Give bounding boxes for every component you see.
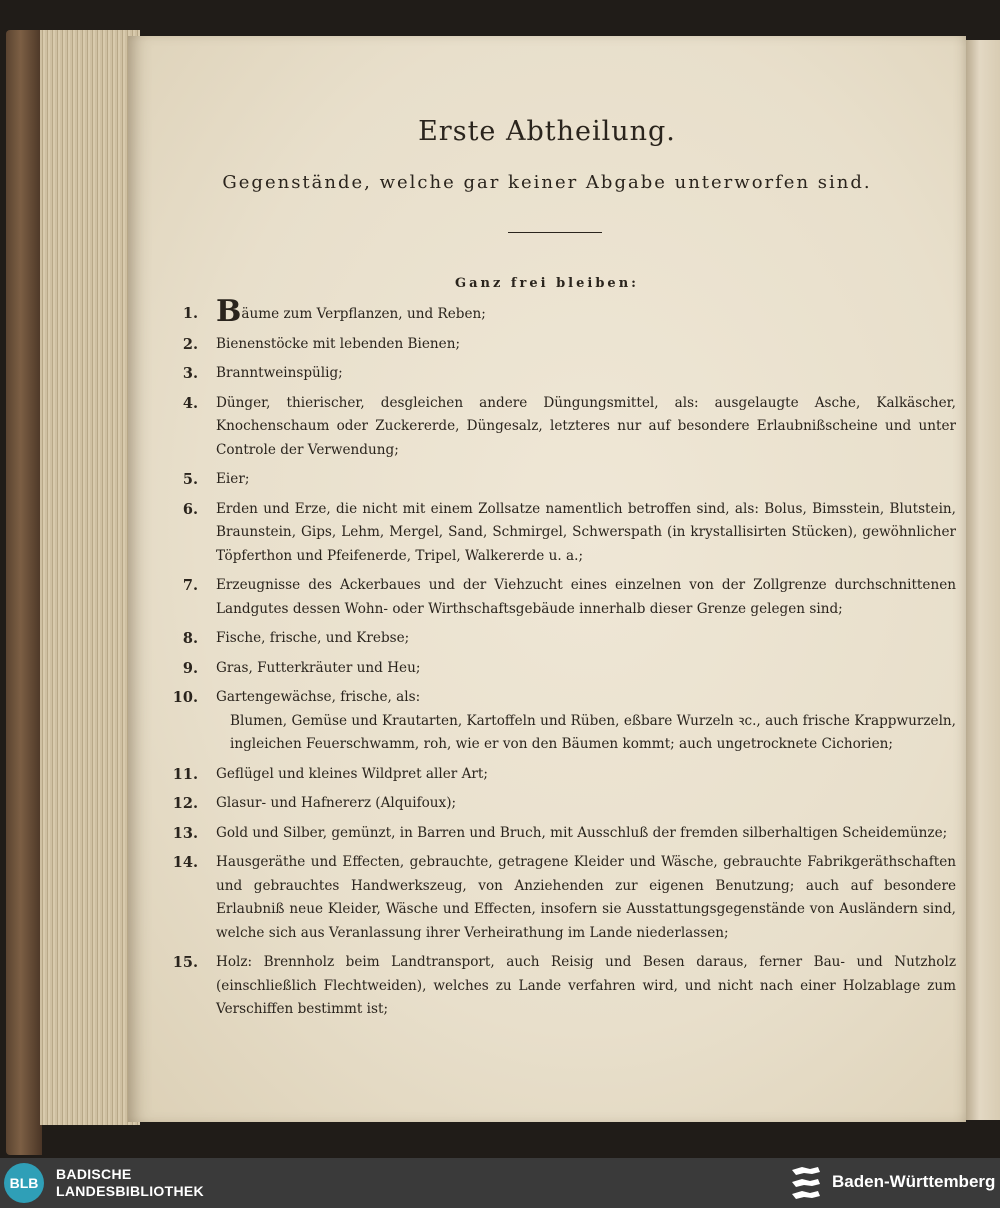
list-item — [148, 468, 956, 492]
footer-bar — [0, 1158, 1000, 1208]
item-text — [216, 333, 956, 357]
item-text-body: Geflügel und kleines Wildpret aller Art; — [216, 765, 488, 782]
item-text — [216, 792, 956, 816]
list-item — [148, 686, 956, 757]
blb-name-line1: BADISCHE — [56, 1166, 132, 1182]
list-item — [148, 851, 956, 945]
blb-logo-icon[interactable]: BLB — [4, 1163, 44, 1203]
item-number: 8. — [182, 630, 198, 647]
item-text — [216, 468, 956, 492]
item-text — [216, 686, 956, 757]
item-text-body: Erzeugnisse des Ackerbaues und der Viehzucht eines einzelnen von der Zollgrenze durchschnittenen Landgutes dessen Wohn- oder Wirthschaftsgebäude innerhalb dieser Grenze gelegen sind; — [216, 577, 956, 617]
item-text-body: Holz: Brennholz beim Landtransport, auch Reisig und Besen daraus, ferner Bau- und Nutzholz (einschließlich Flechtweiden), welches zu Lande verfahren wird, und nicht nach einer Holzablage zum Verschiffen bestimmt ist; — [216, 954, 956, 1017]
bw-lions-icon[interactable] — [788, 1164, 824, 1202]
item-text-body: Dünger, thierischer, desgleichen andere Düngungsmittel, als: ausgelaugte Asche, Kalkäscher, Knochenschaum oder Zuckererde, Düngesalz, letzteres nur auf besondere Erlaubnißscheine und unter Controle der Verwendung; — [216, 394, 956, 458]
item-text — [216, 362, 956, 386]
item-number: 3. — [182, 365, 198, 382]
item-number: 12. — [172, 795, 198, 812]
item-text-body: Gold und Silber, gemünzt, in Barren und Bruch, mit Ausschluß der fremden silberhaltigen Scheidemünze; — [216, 824, 948, 841]
book-page — [128, 36, 966, 1122]
item-text — [216, 851, 956, 945]
item-text — [216, 657, 956, 681]
item-text-body: Glasur- und Hafnererz (Alquifoux); — [216, 795, 457, 811]
item-number: 15. — [172, 954, 198, 971]
list-item — [148, 951, 956, 1022]
divider-rule — [508, 232, 602, 233]
item-text-body: Gras, Futterkräuter und Heu; — [216, 659, 421, 676]
book-cover-edge — [6, 30, 42, 1155]
item-number: 5. — [182, 471, 198, 488]
item-number: 11. — [172, 765, 198, 783]
item-number: 14. — [172, 854, 198, 871]
item-text-body: Gartengewächse, frische, als: — [216, 689, 421, 705]
list-item — [148, 392, 956, 463]
item-text — [216, 627, 956, 651]
list-item — [148, 763, 956, 787]
item-text — [216, 951, 956, 1022]
page-title: Erste Abtheilung. — [418, 116, 676, 147]
page-stack-edge — [40, 30, 140, 1125]
list-item — [148, 294, 956, 329]
list-item — [148, 498, 956, 569]
blb-library-name[interactable] — [56, 1166, 204, 1200]
list-item — [148, 574, 956, 621]
item-number: 4. — [182, 394, 198, 412]
item-text-body: Hausgeräthe und Effecten, gebrauchte, getragene Kleider und Wäsche, gebrauchte Fabrikgeräthschaften und gebrauchtes Handwerkszeug, von Anziehenden zur eigenen Benutzung; auch auf besondere Erlaubniß neue Kleider, Wäsche und Effecten, insofern sie Ausstattungsgegenstände von Ausländern sind, welche sich aus Veranlassung ihrer Verheirathung im Lande niederlassen; — [216, 854, 956, 941]
item-number: 10. — [172, 689, 198, 706]
item-text-body: Branntweinspülig; — [216, 365, 343, 381]
item-number: 9. — [182, 659, 198, 677]
right-page-edge — [966, 40, 1000, 1120]
item-text-body: Erden und Erze, die nicht mit einem Zollsatze namentlich betroffen sind, als: Bolus, Bimsstein, Blutstein, Braunstein, Gips, Lehm, Mergel, Sand, Schmirgel, Schwerspath (in krystallisirten Stücken), gewöhnlicher Töpferthon und Pfeifenerde, Tripel, Walkererde u. a.; — [216, 500, 956, 564]
item-text — [216, 294, 956, 329]
item-number: 13. — [172, 824, 198, 842]
list-item — [148, 362, 956, 386]
item-text-body: Fische, frische, und Krebse; — [216, 630, 410, 646]
drop-cap: B — [216, 294, 242, 329]
item-text — [216, 392, 956, 463]
item-text-body: Bienenstöcke mit lebenden Bienen; — [216, 335, 461, 352]
item-text-body: Eier; — [216, 471, 250, 487]
item-text — [216, 498, 956, 569]
item-number: 6. — [182, 500, 198, 518]
item-subtext: Blumen, Gemüse und Krautarten, Kartoffeln und Rüben, eßbare Wurzeln ꝛc., auch frische Krappwurzeln, ingleichen Feuerschwamm, roh, wie er von den Bäumen kommt; auch ungetrocknete Cichorien; — [230, 712, 956, 752]
bw-state-name[interactable]: Baden-Württemberg — [832, 1172, 996, 1191]
list-item — [148, 333, 956, 357]
item-number: 7. — [182, 577, 198, 594]
list-item — [148, 822, 956, 846]
list-item — [148, 657, 956, 681]
item-list — [148, 294, 956, 1028]
item-number: 1. — [182, 305, 198, 322]
blb-name-line2: LANDESBIBLIOTHEK — [56, 1183, 204, 1199]
item-text — [216, 763, 956, 787]
item-number: 2. — [182, 335, 198, 353]
item-text — [216, 822, 956, 846]
list-item — [148, 792, 956, 816]
section-heading: Ganz frei bleiben: — [455, 276, 639, 291]
list-item — [148, 627, 956, 651]
item-text — [216, 574, 956, 621]
page-subtitle: Gegenstände, welche gar keiner Abgabe unterworfen sind. — [222, 172, 872, 193]
item-text-body: äume zum Verpflanzen, und Reben; — [241, 306, 486, 322]
